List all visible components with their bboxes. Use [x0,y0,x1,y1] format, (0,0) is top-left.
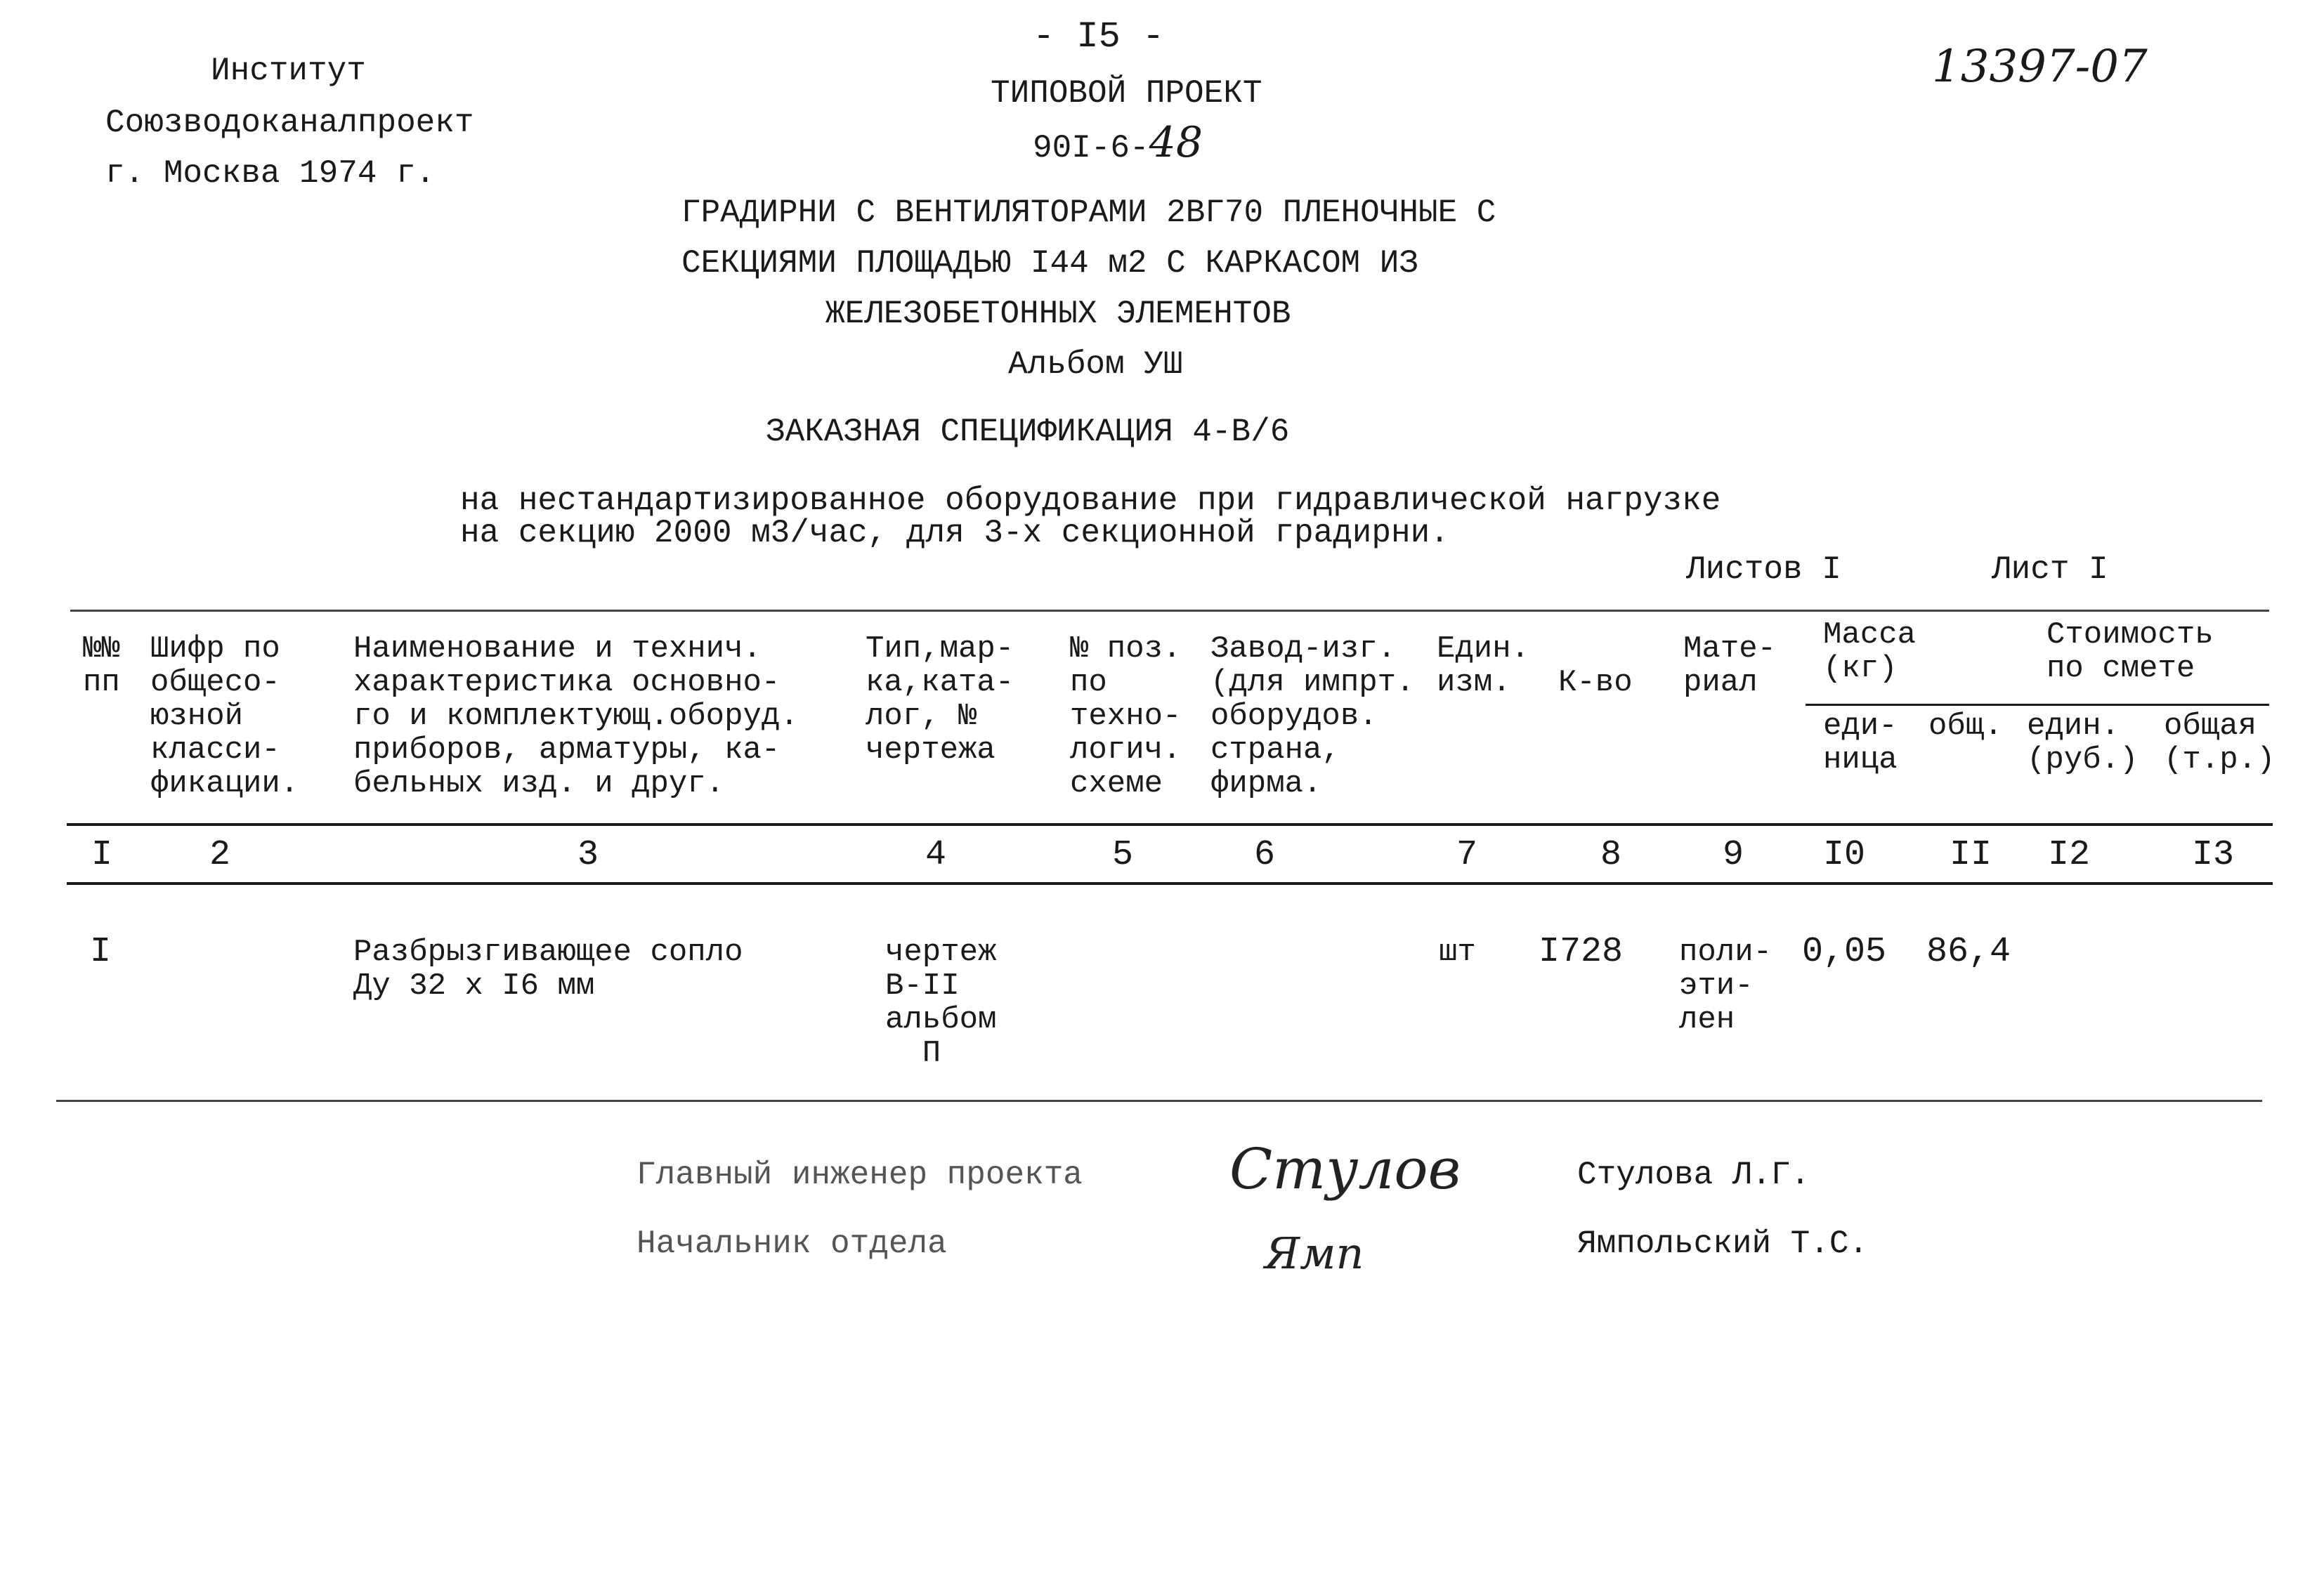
spec-subtitle-2: на секцию 2000 м3/час, для 3-х секционной градирни. [460,515,1449,551]
col-number-1: I [91,835,113,875]
institute-line-1: Институт [211,53,366,89]
project-code [1033,118,1203,167]
project-code-handwritten: 48 [1149,118,1203,167]
col-header-material: Мате- риал [1683,631,1777,700]
col-header-position: № поз. по техно- логич. схеме [1070,631,1182,801]
institute-line-2: Союзводоканалпроект [105,105,474,141]
col-header-mass-unit: еди- ница [1823,709,1898,777]
col-header-name: Наименование и технич. характеристика основно- го и комплектующ.оборуд. приборов, арматуры, ка- бельных изд. и друг. [353,631,799,801]
col-number-4: 4 [925,835,947,875]
spec-subtitle-1: на нестандартизированное оборудование при гидравлической нагрузке [460,482,1721,519]
col-number-11: II [1950,835,1992,875]
row-material: поли- эти- лен [1679,935,1773,1037]
col-header-cost: Стоимость по смете [2046,617,2214,686]
signature-role-department-head: Начальник отдела [637,1226,947,1262]
mass-subheader-rule [1806,704,2269,706]
col-number-8: 8 [1600,835,1622,875]
sheet-number: Лист I [1992,551,2108,588]
signature-name-department-head: Ямпольский Т.С. [1577,1226,1869,1262]
album-label: Альбом УШ [1008,346,1183,383]
col-header-mass-total: общ. [1928,709,2003,744]
signature-department-head-text: Ямп [1265,1228,1364,1279]
col-number-7: 7 [1456,835,1478,875]
col-number-13: I3 [2192,835,2235,875]
col-header-no: №№ пп [83,631,120,700]
row-type: чертеж В-II альбом П [885,935,997,1071]
col-number-12: I2 [2048,835,2091,875]
sheets-total: Листов I [1686,551,1841,588]
institute-line-3: г. Москва 1974 г. [105,155,436,192]
project-type: ТИПОВОЙ ПРОЕКТ [991,75,1262,112]
table-bottom-rule [56,1100,2262,1102]
col-header-cost-total: общая (т.р.) [2164,709,2276,777]
col-number-10: I0 [1823,835,1866,875]
col-number-9: 9 [1723,835,1744,875]
document-number: 13397-07 [1932,41,2148,93]
col-header-code: Шифр по общесо- юзной класси- фикации. [150,631,299,801]
table-top-rule [70,610,2269,612]
col-header-cost-unit: един. (руб.) [2027,709,2139,777]
col-header-qty: К-во [1558,665,1633,700]
signature-chief-engineer-text: Стулов [1229,1136,1461,1202]
title-line-1: ГРАДИРНИ С ВЕНТИЛЯТОРАМИ 2ВГ70 ПЛЕНОЧНЫЕ С [681,195,1496,231]
page-number: - I5 - [1033,16,1165,58]
col-header-unit: Един. изм. [1437,631,1530,700]
spec-title: ЗАКАЗНАЯ СПЕЦИФИКАЦИЯ 4-В/6 [766,414,1290,450]
signature-role-chief-engineer: Главный инженер проекта [637,1157,1083,1193]
row-unit: шт [1439,935,1476,970]
title-line-2: СЕКЦИЯМИ ПЛОЩАДЬЮ I44 м2 С КАРКАСОМ ИЗ [681,245,1418,282]
col-header-maker: Завод-изг. (для импрт. оборудов. страна, фирма. [1210,631,1415,801]
row-mass-unit: 0,05 [1802,932,1887,972]
col-header-type: Тип,мар- ка,ката- лог, № чертежа [866,631,1014,768]
col-header-mass: Масса (кг) [1823,617,1917,686]
title-line-3: ЖЕЛЕЗОБЕТОННЫХ ЭЛЕМЕНТОВ [825,296,1291,332]
col-number-6: 6 [1254,835,1276,875]
col-number-5: 5 [1112,835,1134,875]
header-bottom-rule [67,823,2273,826]
row-no: I [90,932,112,972]
col-number-2: 2 [209,835,231,875]
row-mass-total: 86,4 [1926,932,2011,972]
signature-chief-engineer [1229,1138,1461,1201]
signature-department-head [1265,1229,1364,1278]
col-number-3: 3 [577,835,599,875]
signature-name-chief-engineer: Стулова Л.Г. [1577,1157,1810,1193]
row-qty: I728 [1539,932,1624,972]
row-name: Разбрызгивающее сопло Ду 32 х I6 мм [353,935,743,1004]
column-numbers-rule [67,882,2273,885]
project-code-typed: 90I-6- [1033,130,1149,166]
